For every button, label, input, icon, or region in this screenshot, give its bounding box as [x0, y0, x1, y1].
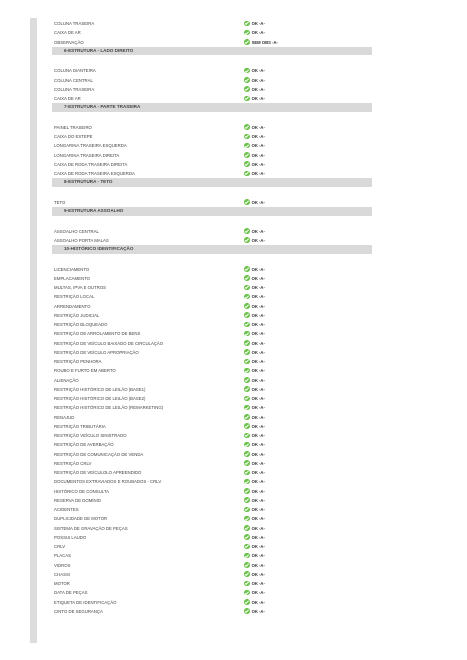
- item-status-text: OK -A-: [251, 414, 265, 420]
- check-circle-icon: [244, 161, 250, 167]
- item-status: [244, 66, 265, 75]
- check-circle-icon: [244, 322, 250, 328]
- item-status-text: OK -A-: [251, 331, 265, 337]
- item-label: RESTRIÇÃO JUDICIAL: [54, 312, 100, 318]
- inspection-row: [52, 66, 372, 75]
- item-status: [244, 422, 265, 431]
- item-status: [244, 431, 265, 440]
- item-status: [244, 579, 265, 588]
- item-status-text: OK -A-: [251, 199, 265, 205]
- item-status-text: OK -A-: [251, 553, 265, 559]
- item-status-text: OK -A-: [251, 124, 265, 130]
- item-label: CINTO DE SEGURANÇA: [54, 608, 103, 614]
- item-status: [244, 588, 265, 597]
- item-label: RESTRIÇÃO HISTÓRICO DE LEILÃO (BASE1): [54, 386, 146, 392]
- item-status-text: OK -A-: [251, 303, 265, 309]
- item-label: ALIENAÇÃO: [54, 377, 79, 383]
- item-status: [244, 385, 265, 394]
- inspection-row: [52, 561, 372, 570]
- item-label: CAIXA DE RODA TRASEIRA ESQUERDA: [54, 171, 135, 176]
- item-label: CAIXA DE AR: [54, 96, 81, 101]
- item-label: CAIXA DE RODA TRASEIRA DIREITA: [54, 161, 128, 167]
- inspection-row: [52, 160, 372, 169]
- check-circle-icon: [244, 599, 250, 605]
- item-status: [244, 551, 265, 560]
- check-circle-icon: [244, 275, 250, 281]
- check-circle-icon: [244, 571, 250, 577]
- inspection-group: [52, 265, 372, 617]
- item-status: [244, 561, 265, 570]
- item-label: COLUNA TRASEIRA: [54, 86, 95, 92]
- item-status: [244, 496, 265, 505]
- item-label: PAINEL TRASEIRO: [54, 124, 92, 130]
- item-label: CAIXA DO ESTEPE: [54, 134, 93, 139]
- item-status: [244, 376, 265, 385]
- inspection-row: [52, 440, 372, 449]
- item-status: [244, 450, 265, 459]
- item-status-text: OK -A-: [251, 349, 265, 355]
- check-circle-icon: [244, 470, 250, 476]
- inspection-row: [52, 123, 372, 132]
- item-status: [244, 533, 265, 542]
- check-circle-icon: [244, 39, 250, 45]
- check-circle-icon: [244, 414, 250, 420]
- check-circle-icon: [244, 460, 250, 466]
- check-circle-icon: [244, 423, 250, 429]
- item-status-text: OK -A-: [251, 312, 265, 318]
- inspection-row: [52, 505, 372, 514]
- check-circle-icon: [244, 199, 250, 205]
- inspection-row: [52, 607, 372, 616]
- item-label: MULTAS, IPVA E OUTROS: [54, 285, 107, 290]
- item-status-text: OK -A-: [251, 368, 265, 374]
- item-status: [244, 394, 265, 403]
- item-label: RESTRIÇÃO DE ARROLAMENTO DE BENS: [54, 331, 141, 337]
- check-circle-icon: [244, 516, 250, 522]
- inspection-row: [52, 141, 372, 150]
- inspection-row: [52, 366, 372, 375]
- inspection-group: [52, 19, 372, 47]
- inspection-row: [52, 76, 372, 85]
- item-label: CHASSI: [54, 571, 70, 577]
- inspection-row: [52, 542, 372, 551]
- item-status: [244, 505, 265, 514]
- inspection-row: [52, 403, 372, 412]
- check-circle-icon: [244, 590, 250, 596]
- item-status-text: OK -A-: [251, 285, 265, 290]
- item-label: RESTRIÇÃO DE AVERBAÇÃO: [54, 442, 114, 448]
- inspection-row: [52, 413, 372, 422]
- inspection-row: [52, 487, 372, 496]
- item-status: [244, 28, 265, 37]
- item-status: [244, 487, 265, 496]
- item-label: TETO: [54, 199, 66, 205]
- item-status: [244, 329, 265, 338]
- item-status-text: OK -A-: [251, 377, 265, 383]
- inspection-group: [52, 227, 372, 246]
- item-label: RESERVA DE DOMÍNIO: [54, 497, 102, 503]
- item-status: [244, 348, 265, 357]
- item-status-text: OK -A-: [251, 275, 265, 281]
- item-status-text: OK -A-: [251, 386, 265, 392]
- item-status: [244, 542, 265, 551]
- check-circle-icon: [244, 86, 250, 92]
- item-status-text: OK -A-: [251, 340, 265, 346]
- check-circle-icon: [244, 507, 250, 513]
- check-circle-icon: [244, 544, 250, 550]
- left-margin-bar: [30, 18, 37, 643]
- item-label: RESTRIÇÃO TRIBUTÁRIA: [54, 423, 106, 429]
- item-status-text: OK -A-: [251, 581, 265, 586]
- inspection-row: [52, 311, 372, 320]
- inspection-row: [52, 579, 372, 588]
- item-label: RENAJUD: [54, 414, 75, 420]
- section-header: 9-ESTRUTURA ASSOALHO: [52, 207, 372, 216]
- item-status-text: OK -A-: [251, 507, 265, 512]
- inspection-row: [52, 132, 372, 141]
- item-status: [244, 320, 265, 329]
- item-status: [244, 227, 265, 236]
- item-status: [244, 132, 265, 141]
- item-status: [244, 357, 265, 366]
- inspection-row: [52, 496, 372, 505]
- item-label: CAIXA DE AR: [54, 30, 81, 36]
- inspection-group: [52, 66, 372, 103]
- item-status-text: OK -A-: [251, 266, 265, 272]
- check-circle-icon: [244, 285, 250, 291]
- item-label: RESTRIÇÃO DE COMUNICAÇÃO DE VENDA: [54, 451, 144, 457]
- check-circle-icon: [244, 562, 250, 568]
- inspection-row: [52, 459, 372, 468]
- inspection-row: [52, 329, 372, 338]
- item-label: LICENCIAMENTO: [54, 266, 90, 272]
- inspection-row: [52, 422, 372, 431]
- check-circle-icon: [244, 143, 250, 149]
- item-status-text: OK -A-: [251, 21, 265, 26]
- inspection-row: [52, 320, 372, 329]
- item-status-text: OK -A-: [251, 488, 265, 494]
- inspection-row: [52, 394, 372, 403]
- check-circle-icon: [244, 228, 250, 234]
- inspection-row: [52, 357, 372, 366]
- inspection-row: [52, 468, 372, 477]
- inspection-row: [52, 302, 372, 311]
- item-label: HISTÓRICO DE CONSULTA: [54, 488, 109, 494]
- item-label: RESTRIÇÃO DE VEÍCULOLO APREENDIDO: [54, 470, 142, 475]
- item-status: [244, 311, 265, 320]
- item-status-text: OK -A-: [251, 608, 265, 614]
- item-status: [244, 339, 265, 348]
- check-circle-icon: [244, 303, 250, 309]
- item-status-text: OK -A-: [251, 470, 265, 475]
- inspection-row: [52, 348, 372, 357]
- item-label: DOCUMENTOS EXTRAVIADOS E ROUBADOS - CRLV: [54, 479, 162, 485]
- item-status: [244, 85, 265, 94]
- inspection-row: [52, 431, 372, 440]
- item-status-text: OK -A-: [251, 171, 265, 176]
- item-status: [244, 160, 265, 169]
- item-label: VIDROS: [54, 562, 71, 568]
- item-status-text: OK -A-: [251, 479, 265, 485]
- inspection-row: [52, 169, 372, 178]
- item-label: RESTRIÇÃO LOCAL: [54, 294, 95, 300]
- check-circle-icon: [244, 479, 250, 485]
- item-status-text: OK -A-: [251, 77, 265, 83]
- inspection-row: [52, 292, 372, 301]
- check-circle-icon: [244, 525, 250, 531]
- item-status: [244, 524, 265, 533]
- inspection-row: [52, 533, 372, 542]
- item-label: COLUNA CENTRAL: [54, 77, 93, 83]
- item-status: [244, 598, 265, 607]
- item-label: RESTRIÇÃO DE VEÍCULO BAIXADO DE CIRCULAÇÃO: [54, 340, 164, 346]
- item-label: ASSOALHO PORTA MALAS: [54, 237, 109, 243]
- item-status-text: OK -A-: [251, 237, 265, 243]
- item-status: [244, 38, 278, 47]
- item-status: [244, 94, 265, 103]
- check-circle-icon: [244, 152, 250, 158]
- item-status: [244, 123, 265, 132]
- inspection-report: [52, 19, 372, 616]
- check-circle-icon: [244, 386, 250, 392]
- item-status: [244, 274, 265, 283]
- inspection-row: [52, 524, 372, 533]
- item-label: CRLV: [54, 544, 66, 549]
- item-status: [244, 366, 265, 375]
- check-circle-icon: [244, 396, 250, 402]
- section-header: 10-HISTÓRICO IDENTIFICAÇÃO: [52, 245, 372, 254]
- check-circle-icon: [244, 134, 250, 140]
- inspection-row: [52, 85, 372, 94]
- check-circle-icon: [244, 377, 250, 383]
- check-circle-icon: [244, 608, 250, 614]
- item-status-text: OK -A-: [251, 30, 265, 36]
- check-circle-icon: [244, 30, 250, 36]
- inspection-row: [52, 19, 372, 28]
- inspection-row: [52, 588, 372, 597]
- inspection-row: [52, 265, 372, 274]
- check-circle-icon: [244, 359, 250, 365]
- item-label: SISTEMA DE GRAVAÇÃO DE PEÇAS: [54, 525, 128, 531]
- item-status: [244, 477, 265, 486]
- inspection-group: [52, 123, 372, 179]
- check-circle-icon: [244, 368, 250, 374]
- item-label: ARRENDAMENTO: [54, 303, 91, 309]
- item-status-text: OK -A-: [251, 143, 265, 149]
- item-status-text: OK -A-: [251, 134, 265, 139]
- check-circle-icon: [244, 68, 250, 74]
- inspection-row: [52, 227, 372, 236]
- check-circle-icon: [244, 340, 250, 346]
- inspection-group: [52, 198, 372, 207]
- item-label: COLUNA TRASEIRA: [54, 21, 95, 26]
- item-status-text: OK -A-: [251, 544, 265, 549]
- item-status-text: OK -A-: [251, 322, 265, 327]
- item-label: RESTRIÇÃO DE VEÍCULO APROPRIAÇÃO: [54, 349, 139, 355]
- item-status-text: OK -A-: [251, 359, 265, 364]
- item-label: RESTRIÇÃO PENHORA: [54, 359, 102, 364]
- inspection-row: [52, 151, 372, 160]
- item-label: MOTOR: [54, 581, 70, 586]
- item-label: ACIDENTES: [54, 507, 79, 512]
- item-status-text: OK -A-: [251, 460, 265, 466]
- item-status: [244, 141, 265, 150]
- item-status: [244, 440, 265, 449]
- item-status: [244, 292, 265, 301]
- item-label: ETIQUETA DE IDENTIFICAÇÃO: [54, 599, 117, 605]
- check-circle-icon: [244, 77, 250, 83]
- check-circle-icon: [244, 21, 250, 27]
- item-label: PLACAS: [54, 553, 71, 559]
- inspection-row: [52, 236, 372, 245]
- item-status: [244, 265, 265, 274]
- check-circle-icon: [244, 171, 250, 177]
- item-status-text: OK -A-: [251, 516, 265, 522]
- inspection-row: [52, 598, 372, 607]
- item-status-text: OK -A-: [251, 161, 265, 167]
- inspection-row: [52, 274, 372, 283]
- check-circle-icon: [244, 581, 250, 587]
- inspection-row: [52, 38, 372, 47]
- check-circle-icon: [244, 433, 250, 439]
- inspection-row: [52, 376, 372, 385]
- item-label: EMPLACAMENTO: [54, 275, 90, 281]
- item-status-text: OK -A-: [251, 599, 265, 605]
- inspection-row: [52, 477, 372, 486]
- inspection-row: [52, 339, 372, 348]
- inspection-row: [52, 283, 372, 292]
- item-status-text: OK -A-: [251, 423, 265, 429]
- inspection-row: [52, 450, 372, 459]
- check-circle-icon: [244, 294, 250, 300]
- item-status: [244, 283, 265, 292]
- inspection-row: [52, 198, 372, 207]
- section-header: 7-ESTRUTURA - PARTE TRASEIRA: [52, 103, 372, 112]
- item-status-text: OK -A-: [251, 86, 265, 92]
- inspection-row: [52, 551, 372, 560]
- item-label: DUPLICIDADE DE MOTOR: [54, 516, 108, 522]
- item-status: [244, 403, 265, 412]
- item-status: [244, 169, 265, 178]
- item-status-text: OK -A-: [251, 571, 265, 577]
- item-status-text: OK -A-: [251, 228, 265, 234]
- item-status: [244, 198, 265, 207]
- item-status-text: OK -A-: [251, 525, 265, 531]
- check-circle-icon: [244, 442, 250, 448]
- item-status: [244, 514, 265, 523]
- item-label: DATA DE PEÇAS: [54, 590, 88, 596]
- item-label: LONGARINA TRASEIRA ESQUERDA: [54, 143, 127, 149]
- check-circle-icon: [244, 405, 250, 411]
- item-status-text: OK -A-: [251, 68, 265, 74]
- item-status-text: OK -A-: [251, 442, 265, 448]
- check-circle-icon: [244, 96, 250, 102]
- item-label: ROUBO E FURTO EM ABERTO: [54, 368, 116, 374]
- item-status: [244, 236, 265, 245]
- item-status-text: OK -A-: [251, 433, 265, 438]
- item-status: [244, 413, 265, 422]
- item-status-text: OK -A-: [251, 497, 265, 503]
- item-label: RESTRIÇÃO VEÍCULO SINISTRADO: [54, 433, 127, 438]
- item-status: [244, 76, 265, 85]
- item-status-text: OK -A-: [251, 451, 265, 457]
- item-label: RESTRIÇÃO CRLV: [54, 460, 92, 466]
- check-circle-icon: [244, 349, 250, 355]
- item-label: RESTRIÇÃO BLOQUEADO: [54, 322, 108, 327]
- section-header: 8-ESTRUTURA - TETO: [52, 178, 372, 187]
- inspection-row: [52, 514, 372, 523]
- check-circle-icon: [244, 266, 250, 272]
- check-circle-icon: [244, 488, 250, 494]
- item-status: [244, 151, 265, 160]
- item-status-text: OK -A-: [251, 152, 265, 158]
- item-label: RESTRIÇÃO HISTÓRICO DE LEILÃO (REMARKETING): [54, 405, 164, 411]
- item-label: COLUNA DIANTEIRA: [54, 68, 96, 74]
- item-status-text: OK -A-: [251, 562, 265, 568]
- check-circle-icon: [244, 312, 250, 318]
- check-circle-icon: [244, 497, 250, 503]
- item-status: [244, 459, 265, 468]
- item-status: [244, 570, 265, 579]
- check-circle-icon: [244, 451, 250, 457]
- check-circle-icon: [244, 124, 250, 130]
- check-circle-icon: [244, 553, 250, 559]
- item-label: ASSOALHO CENTRAL: [54, 228, 99, 234]
- section-header: 6-ESTRUTURA - LADO DIREITO: [52, 47, 372, 56]
- item-label: POSSUI LAUDO: [54, 534, 87, 540]
- check-circle-icon: [244, 534, 250, 540]
- item-status-text: OK -A-: [251, 96, 265, 101]
- item-label: RESTRIÇÃO HISTÓRICO DE LEILÃO (BASE2): [54, 396, 146, 401]
- item-status-text: OK -A-: [251, 396, 265, 401]
- item-label: LONGARINA TRASEIRA DIREITA: [54, 152, 120, 158]
- item-status-text: OK -A-: [251, 590, 265, 596]
- item-label: OBSERVAÇÃO: [54, 39, 84, 45]
- item-status-text: OK -A-: [251, 405, 265, 411]
- check-circle-icon: [244, 331, 250, 337]
- inspection-row: [52, 94, 372, 103]
- item-status: [244, 607, 265, 616]
- item-status: [244, 19, 265, 28]
- item-status: [244, 302, 265, 311]
- check-circle-icon: [244, 237, 250, 243]
- inspection-row: [52, 28, 372, 37]
- item-status-text: OK -A-: [251, 294, 265, 300]
- item-status-text: SEM OBS -A-: [251, 39, 278, 45]
- item-status-text: OK -A-: [251, 534, 265, 540]
- item-status: [244, 468, 265, 477]
- inspection-row: [52, 570, 372, 579]
- inspection-row: [52, 385, 372, 394]
